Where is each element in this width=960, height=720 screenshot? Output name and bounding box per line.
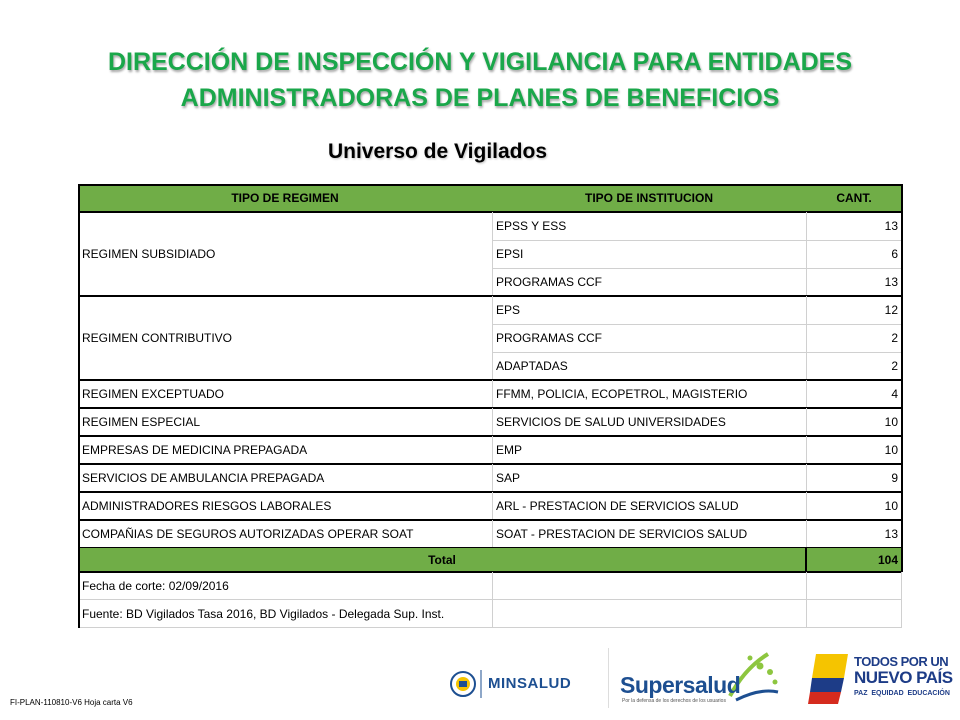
document-code: FI-PLAN-110810-V6 Hoja carta V6 <box>10 698 133 707</box>
header-cant: CANT. <box>806 184 902 212</box>
regimen-cell: REGIMEN ESPECIAL <box>82 415 201 429</box>
minsalud-logo <box>423 648 609 708</box>
regimen-cell: ADMINISTRADORES RIESGOS LABORALES <box>82 499 332 513</box>
cant-cell: 6 <box>891 247 898 261</box>
empty-cell <box>806 572 902 600</box>
institucion-cell: SAP <box>496 471 521 485</box>
cant-cell: 13 <box>884 219 898 233</box>
supersalud-tagline: Por la defensa de los derechos de los usuarios <box>622 698 726 704</box>
total-value: 104 <box>806 548 902 572</box>
header-tipo-regimen: TIPO DE REGIMEN <box>78 184 492 212</box>
institucion-cell: SERVICIOS DE SALUD UNIVERSIDADES <box>496 415 726 429</box>
table-col-rule <box>492 572 493 600</box>
page-title <box>0 44 960 116</box>
todos-por-un-nuevo-pais-logo <box>808 648 960 708</box>
cant-cell: 10 <box>884 499 898 513</box>
institucion-cell: EPSS Y ESS <box>496 219 567 233</box>
logo-strip <box>423 648 960 710</box>
gobierno-line-1: TODOS POR UN <box>854 654 949 669</box>
regimen-cell: SERVICIOS DE AMBULANCIA PREPAGADA <box>82 471 325 485</box>
table-rule <box>78 184 902 186</box>
empty-cell <box>806 600 902 628</box>
colombia-flag-swoosh-icon <box>808 648 854 708</box>
cant-cell: 10 <box>884 443 898 457</box>
title-line-2: ADMINISTRADORAS DE PLANES DE BENEFICIOS <box>180 84 780 112</box>
table-col-rule <box>78 184 80 628</box>
regimen-cell: REGIMEN EXCEPTUADO <box>82 387 225 401</box>
table-rule <box>492 240 902 241</box>
table-col-rule <box>901 184 903 572</box>
cant-cell: 9 <box>891 471 898 485</box>
institucion-cell: ARL - PRESTACION DE SERVICIOS SALUD <box>496 499 739 513</box>
cant-cell: 10 <box>884 415 898 429</box>
institucion-cell: FFMM, POLICIA, ECOPETROL, MAGISTERIO <box>496 387 748 401</box>
table-col-rule <box>805 548 807 572</box>
table-rule <box>492 324 902 325</box>
gobierno-line-2: NUEVO PAÍS <box>854 668 953 687</box>
institucion-cell: EPS <box>496 303 521 317</box>
cant-cell: 12 <box>884 303 898 317</box>
table-col-rule <box>901 572 902 628</box>
regimen-cell: COMPAÑIAS DE SEGUROS AUTORIZADAS OPERAR SOAT <box>82 527 414 541</box>
institucion-cell: PROGRAMAS CCF <box>496 275 603 289</box>
page-subtitle <box>0 140 960 164</box>
title-line-1: DIRECCIÓN DE INSPECCIÓN Y VIGILANCIA PARA ENTIDADES <box>107 48 853 76</box>
empty-cell <box>492 600 806 628</box>
supersalud-text: Supersalud <box>620 672 741 698</box>
header-tipo-institucion: TIPO DE INSTITUCION <box>492 184 806 212</box>
cant-cell: 13 <box>884 527 898 541</box>
table-col-rule <box>492 600 493 628</box>
table-col-rule <box>806 572 807 600</box>
cant-cell: 2 <box>891 359 898 373</box>
regimen-cell: EMPRESAS DE MEDICINA PREPAGADA <box>82 443 308 457</box>
table-note: Fecha de corte: 02/09/2016 <box>82 579 229 593</box>
table-rule <box>78 627 902 628</box>
table-rule <box>492 352 902 353</box>
supersalud-logo <box>610 648 795 708</box>
table-col-rule <box>806 600 807 628</box>
institucion-cell: PROGRAMAS CCF <box>496 331 603 345</box>
cant-cell: 13 <box>884 275 898 289</box>
cant-cell: 2 <box>891 331 898 345</box>
table-note: Fuente: BD Vigilados Tasa 2016, BD Vigilados - Delegada Sup. Inst. <box>82 607 445 621</box>
gobierno-line-3: PAZ EQUIDAD EDUCACIÓN <box>854 690 950 697</box>
total-label: Total <box>78 548 806 572</box>
table-rule <box>492 268 902 269</box>
minsalud-text: MINSALUD <box>488 675 572 692</box>
cant-cell: 4 <box>891 387 898 401</box>
institucion-cell: ADAPTADAS <box>496 359 568 373</box>
institucion-cell: EPSI <box>496 247 524 261</box>
empty-cell <box>492 572 806 600</box>
institucion-cell: EMP <box>496 443 523 457</box>
vigilados-table <box>78 184 902 628</box>
subtitle-text: Universo de Vigilados <box>327 140 547 163</box>
institucion-cell: SOAT - PRESTACION DE SERVICIOS SALUD <box>496 527 748 541</box>
regimen-cell: REGIMEN CONTRIBUTIVO <box>82 331 233 345</box>
regimen-cell: REGIMEN SUBSIDIADO <box>82 247 216 261</box>
